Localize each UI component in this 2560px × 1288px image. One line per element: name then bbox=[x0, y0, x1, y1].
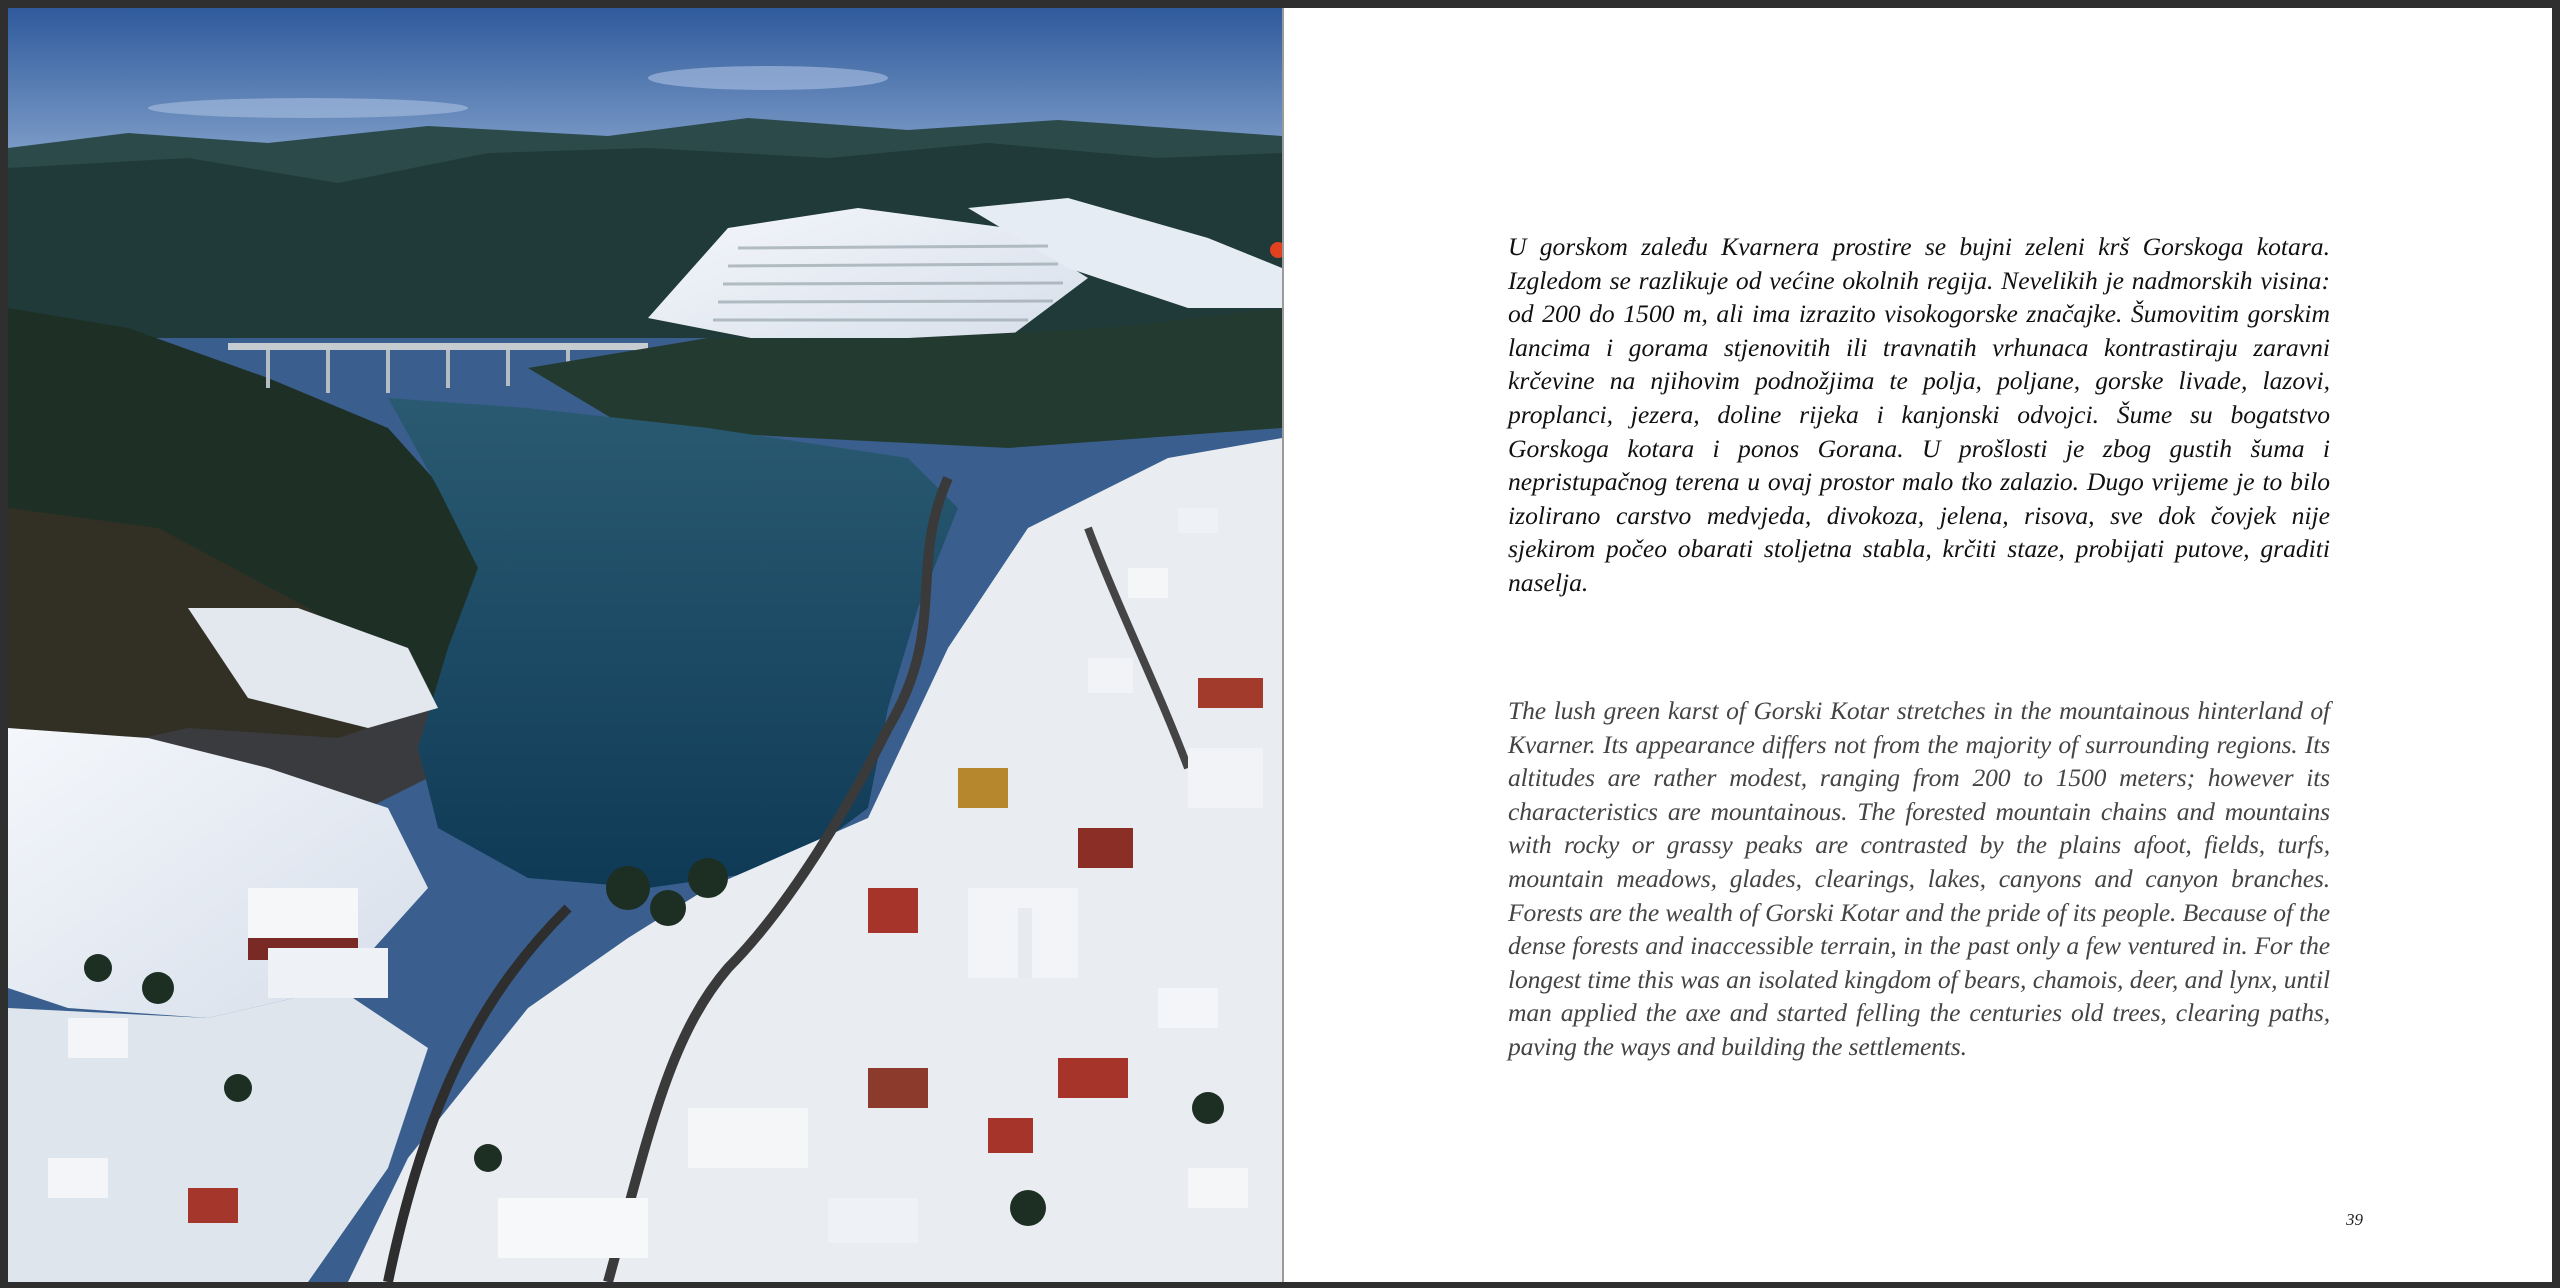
cloud bbox=[648, 66, 888, 90]
photo-illustration bbox=[8, 8, 1282, 1282]
aerial-winter-photo bbox=[8, 8, 1282, 1282]
bridge bbox=[228, 343, 648, 350]
croatian-paragraph: U gorskom zaleđu Kvarnera prostire se bujni zeleni krš Gorskoga kotara. Izgledom se razlikuje od većine okolnih regija. Nevelikih je nadmorskih visina: od 200 do 1500 m, ali ima izrazito visokogorske značajke. Šumovitim gorskim lancima i gorama stjenovitih ili travnatih vrhunaca kontrastiraju zaravni krčevine na njihovim podnožjima te polja, poljane, gorske livade, lazovi, proplanci, jezera, doline rijeka i kanjonski odvojci. Šume su bogatstvo Gorskoga kotara i ponos Gorana. U prošlosti je zbog gustih šuma i nepristupačnog terena u ovaj prostor malo tko zalazio. Dugo vrijeme je to bilo izolirano carstvo medvjeda, divokoza, jelena, risova, sve dok čovjek nije sjekirom počeo obarati stoljetna stabla, krčiti staze, probijati putove, graditi naselja. bbox=[1508, 232, 2330, 597]
page-number: 39 bbox=[2346, 1210, 2363, 1229]
cloud bbox=[148, 98, 468, 118]
text-page bbox=[1284, 8, 2552, 1282]
bridge-pillars bbox=[268, 350, 568, 393]
english-paragraph: The lush green karst of Gorski Kotar stretches in the mountainous hinterland of Kvarner. Its appearance differs not from the majority of surrounding regions. Its altitudes are rather modest, ranging from 200 to 1500 meters; however its characteristics are mountainous. The forested mountain chains and mountains with rocky or grassy peaks are contrasted by the plains afoot, fields, turfs, mountain meadows, glades, clearings, lakes, canyons and canyon branches. Forests are the wealth of Gorski Kotar and the pride of its people. Because of the dense forests and inaccessible terrain, in the past only a few ventured in. For the longest time this was an isolated kingdom of bears, chamois, deer, and lynx, until man applied the axe and started felling the centuries old trees, clearing paths, paving the ways and building the settlements. bbox=[1508, 696, 2330, 1061]
